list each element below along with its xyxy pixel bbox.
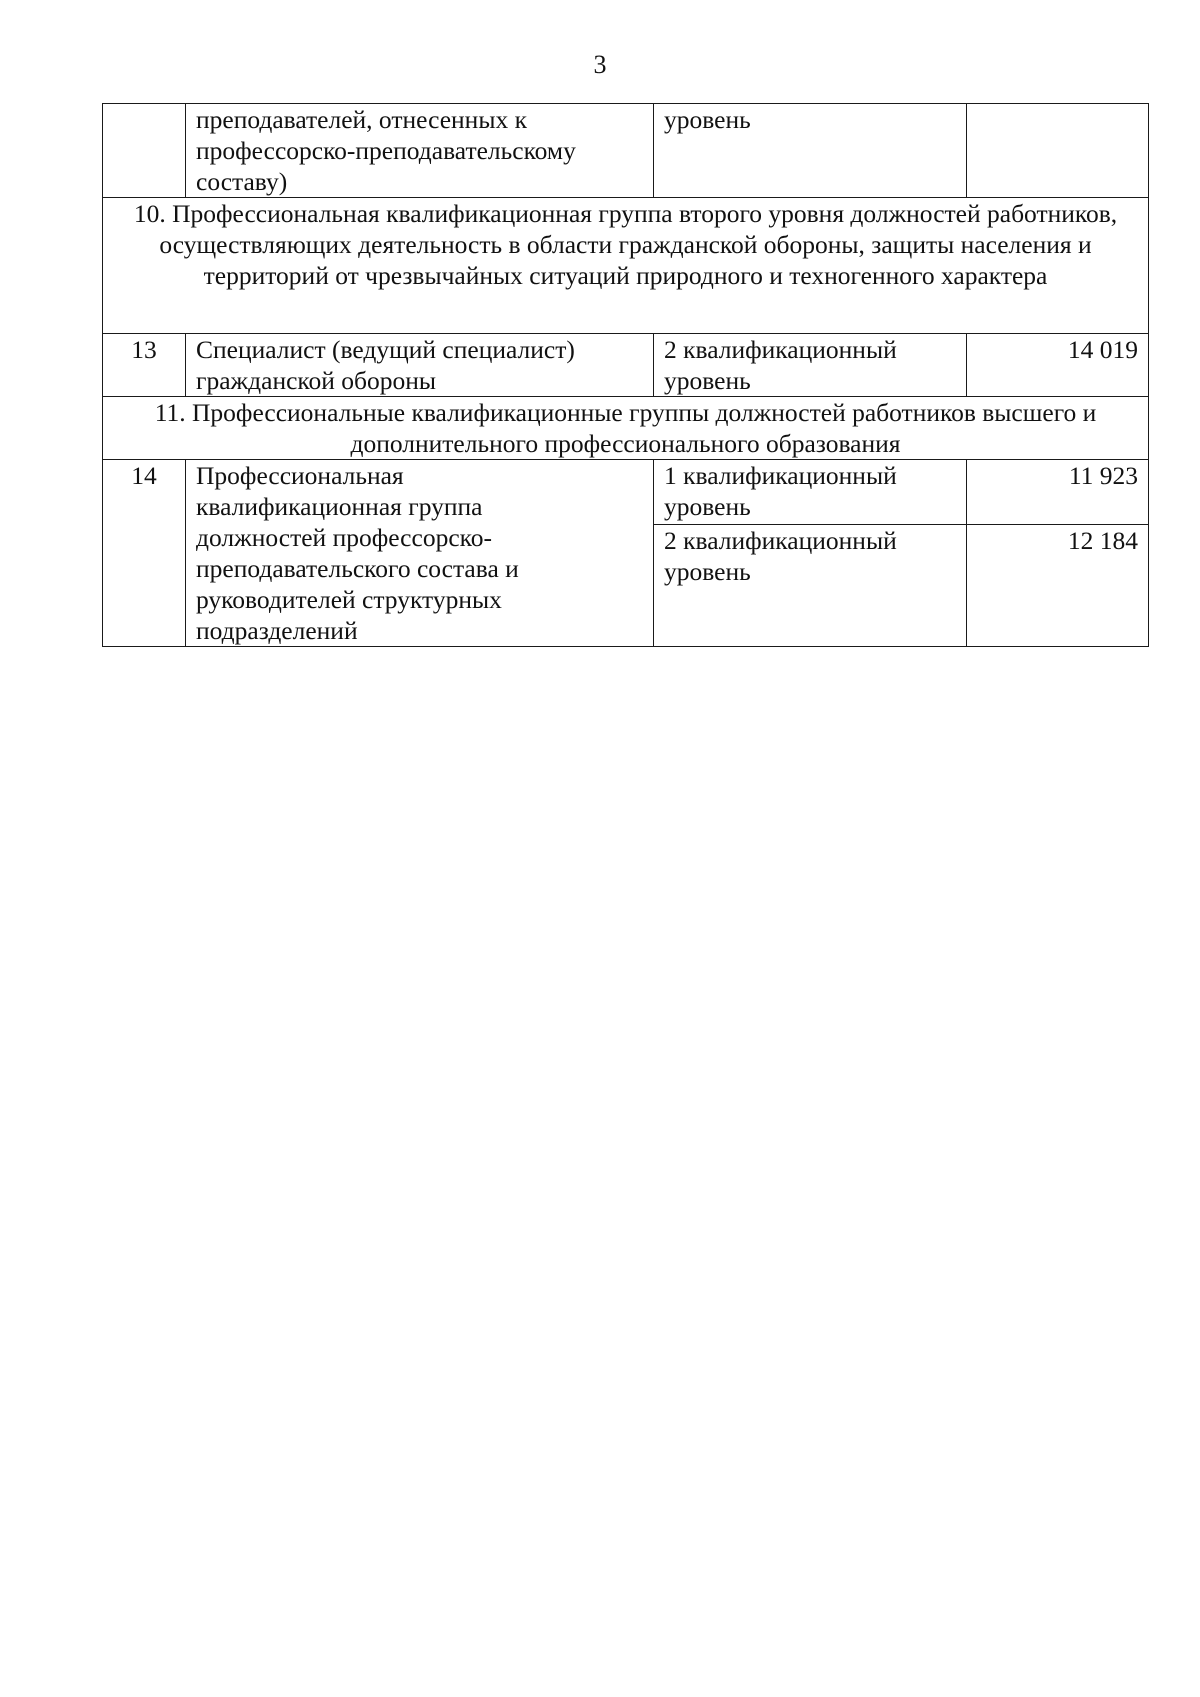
section-header-row [103, 397, 1149, 460]
qualification-level-cell: 2 квалификационный уровень [654, 334, 967, 397]
salary-cell [967, 104, 1149, 198]
row-number-cell: 13 [103, 334, 186, 397]
salary-table [102, 103, 1149, 647]
position-name-cell: Специалист (ведущий специалист) гражданской обороны [186, 334, 654, 397]
row-number-cell: 14 [103, 460, 186, 647]
section-header-row [103, 198, 1149, 334]
qualification-level-cell: уровень [654, 104, 967, 198]
qualification-level-cell: 2 квалификационный уровень [654, 525, 967, 647]
position-name-cell: Профессиональная квалификационная группа должностей профессорско- преподавательского состава и руководителей структурных подразделений [186, 460, 654, 647]
page-number: 3 [593, 50, 607, 79]
section-title-10: 10. Профессиональная квалификационная группа второго уровня должностей работников, осуществляющих деятельность в области гражданской обороны, защиты населения и территорий от чрезвычайных ситуаций природного и техногенного характера [103, 198, 1149, 334]
table-row-13 [103, 334, 1149, 397]
position-name-cell: преподавателей, отнесенных к профессорско-преподавательскому составу) [186, 104, 654, 198]
qualification-level-cell: 1 квалификационный уровень [654, 460, 967, 525]
salary-cell: 14 019 [967, 334, 1149, 397]
table-row-continuation [103, 104, 1149, 198]
table-row-14 [103, 460, 1149, 525]
row-number-cell [103, 104, 186, 198]
salary-cell: 12 184 [967, 525, 1149, 647]
section-title-11: 11. Профессиональные квалификационные группы должностей работников высшего и дополнительного профессионального образования [103, 397, 1149, 460]
salary-cell: 11 923 [967, 460, 1149, 525]
